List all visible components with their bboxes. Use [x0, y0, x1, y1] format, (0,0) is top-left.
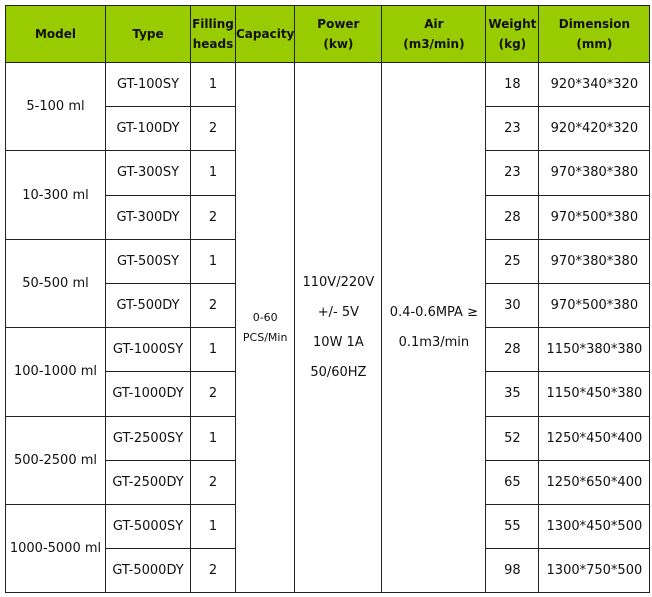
type-cell: GT-5000DY	[106, 549, 191, 593]
header-text: Weight	[488, 17, 537, 31]
table-row	[6, 63, 650, 107]
cell-line: 0-60	[252, 310, 278, 324]
dimension-cell: 920*420*320	[539, 107, 650, 151]
spec-table	[5, 5, 650, 593]
weight-cell: 65	[486, 460, 539, 504]
power-cell	[295, 63, 382, 593]
header-text: (kg)	[498, 37, 527, 51]
type-cell: GT-500DY	[106, 283, 191, 327]
heads-cell: 1	[191, 328, 236, 372]
header-dimension	[539, 6, 650, 63]
model-cell: 500-2500 ml	[6, 416, 106, 504]
weight-cell: 23	[486, 151, 539, 195]
header-text: Dimension	[558, 17, 631, 31]
type-cell: GT-100SY	[106, 63, 191, 107]
air-cell	[382, 63, 486, 593]
weight-cell: 30	[486, 283, 539, 327]
type-cell: GT-500SY	[106, 239, 191, 283]
dimension-cell: 1300*750*500	[539, 549, 650, 593]
header-text: (m3/min)	[403, 37, 465, 51]
heads-cell: 1	[191, 504, 236, 548]
dimension-cell: 1150*450*380	[539, 372, 650, 416]
type-cell: GT-5000SY	[106, 504, 191, 548]
model-cell: 1000-5000 ml	[6, 504, 106, 592]
heads-cell: 2	[191, 195, 236, 239]
weight-cell: 35	[486, 372, 539, 416]
header-filling-heads	[191, 6, 236, 63]
header-text: (mm)	[576, 37, 613, 51]
heads-cell: 2	[191, 107, 236, 151]
heads-cell: 1	[191, 416, 236, 460]
model-cell: 100-1000 ml	[6, 328, 106, 416]
dimension-cell: 970*500*380	[539, 283, 650, 327]
header-power	[295, 6, 382, 63]
dimension-cell: 1150*380*380	[539, 328, 650, 372]
weight-cell: 25	[486, 239, 539, 283]
heads-cell: 2	[191, 372, 236, 416]
dimension-cell: 920*340*320	[539, 63, 650, 107]
header-text: Air	[424, 17, 444, 31]
type-cell: GT-300SY	[106, 151, 191, 195]
weight-cell: 28	[486, 195, 539, 239]
header-capacity: Capacity	[236, 6, 295, 63]
dimension-cell: 970*380*380	[539, 239, 650, 283]
cell-line: 50/60HZ	[310, 364, 367, 380]
type-cell: GT-2500DY	[106, 460, 191, 504]
heads-cell: 2	[191, 460, 236, 504]
model-cell: 50-500 ml	[6, 239, 106, 327]
dimension-cell: 1250*650*400	[539, 460, 650, 504]
cell-line: 10W 1A	[313, 334, 364, 350]
weight-cell: 23	[486, 107, 539, 151]
model-cell: 5-100 ml	[6, 63, 106, 151]
header-text: Filling	[192, 17, 234, 31]
header-text: heads	[192, 37, 234, 51]
type-cell: GT-1000SY	[106, 328, 191, 372]
heads-cell: 1	[191, 239, 236, 283]
capacity-cell	[236, 63, 295, 593]
type-cell: GT-100DY	[106, 107, 191, 151]
weight-cell: 55	[486, 504, 539, 548]
heads-cell: 1	[191, 151, 236, 195]
cell-line: 0.1m3/min	[398, 334, 470, 350]
weight-cell: 98	[486, 549, 539, 593]
heads-cell: 1	[191, 63, 236, 107]
header-text: Power	[317, 17, 360, 31]
weight-cell: 28	[486, 328, 539, 372]
heads-cell: 2	[191, 283, 236, 327]
weight-cell: 52	[486, 416, 539, 460]
header-air	[382, 6, 486, 63]
type-cell: GT-2500SY	[106, 416, 191, 460]
model-cell: 10-300 ml	[6, 151, 106, 239]
header-type: Type	[106, 6, 191, 63]
cell-line: 110V/220V	[302, 274, 375, 290]
header-model: Model	[6, 6, 106, 63]
cell-line: PCS/Min	[242, 330, 288, 344]
header-row	[6, 6, 650, 63]
cell-line: +/- 5V	[317, 304, 360, 320]
dimension-cell: 970*500*380	[539, 195, 650, 239]
dimension-cell: 1250*450*400	[539, 416, 650, 460]
dimension-cell: 1300*450*500	[539, 504, 650, 548]
header-weight	[486, 6, 539, 63]
header-text: (kw)	[323, 37, 354, 51]
type-cell: GT-1000DY	[106, 372, 191, 416]
cell-line: 0.4-0.6MPA ≥	[389, 304, 478, 320]
dimension-cell: 970*380*380	[539, 151, 650, 195]
type-cell: GT-300DY	[106, 195, 191, 239]
weight-cell: 18	[486, 63, 539, 107]
heads-cell: 2	[191, 549, 236, 593]
